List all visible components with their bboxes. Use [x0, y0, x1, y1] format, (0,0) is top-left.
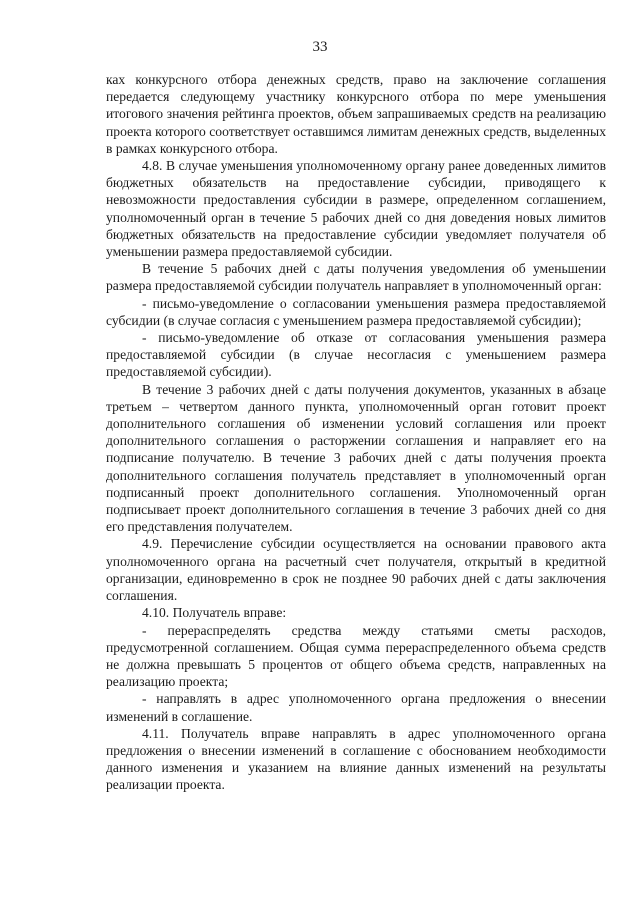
paragraph-4-10: 4.10. Получатель вправе: [142, 605, 287, 621]
list-item-refusal-letter: - письмо-уведомление об отказе от согласования уменьшения размера предоставляемой субсидии (в случае несогласия с уменьшением размера предоставляемой субсидии). [106, 330, 606, 380]
list-item-consent-letter: - письмо-уведомление о согласовании уменьшения размера предоставляемой субсидии (в случае согласия с уменьшением размера предоставляемой субсидии); [106, 295, 606, 328]
page-number: 33 [312, 39, 328, 55]
list-item-redistribute: - перераспределять средства между статьями сметы расходов, предусмотренной соглашением. Общая сумма перераспределенного объема средств не должна превышать 5 процентов от общего объема средств, направленных на реализацию проекта; [106, 622, 606, 690]
paragraph-4-8: 4.8. В случае уменьшения уполномоченному органу ранее доведенных лимитов бюджетных обязательств на предоставление субсидии, приводящего к невозможности предоставления субсидии в размере, определенном соглашением, уполномоченный орган в течение 5 рабочих дней со дня доведения новых лимитов бюджетных обязательств на предоставление субсидии уведомляет получателя об уменьшении размера предоставляемой субсидии. [106, 158, 606, 260]
document-body [106, 71, 606, 794]
list-item-send-proposals: - направлять в адрес уполномоченного органа предложения о внесении изменений в соглашение. [106, 691, 606, 724]
paragraph-4-9: 4.9. Перечисление субсидии осуществляется на основании правового акта уполномоченного органа на расчетный счет получателя, открытый в кредитной организации, единовременно в срок не позднее 90 рабочих дней с даты заключения соглашения. [106, 536, 606, 604]
paragraph-additional-agreement: В течение 3 рабочих дней с даты получения документов, указанных в абзаце третьем – четвертом данного пункта, уполномоченный орган готовит проект дополнительного соглашения об изменении условий соглашения или проект дополнительного соглашения о расторжении соглашения и направляет его на подписание получателю. В течение 3 рабочих дней с даты получения проекта дополнительного соглашения получатель представляет в уполномоченный орган подписанный проект дополнительного соглашения. Уполномоченный орган подписывает проект дополнительного соглашения в течение 3 рабочих дней со дня его представления получателем. [106, 381, 606, 535]
paragraph-4-11: 4.11. Получатель вправе направлять в адрес уполномоченного органа предложения о внесении изменений в соглашение с обоснованием необходимости данного изменения и указанием на влияние данных изменений на результаты реализации проекта. [106, 725, 606, 793]
paragraph-continuation: ках конкурсного отбора денежных средств, право на заключение соглашения передается следующему участнику конкурсного отбора по мере уменьшения итогового значения рейтинга проектов, объем запрашиваемых средств на реализацию проекта которого соответствует оставшимся лимитам денежных средств, выделенных в рамках конкурсного отбора. [106, 72, 606, 156]
paragraph-notification-response: В течение 5 рабочих дней с даты получения уведомления об уменьшении размера предоставляемой субсидии получатель направляет в уполномоченный орган: [106, 261, 606, 294]
